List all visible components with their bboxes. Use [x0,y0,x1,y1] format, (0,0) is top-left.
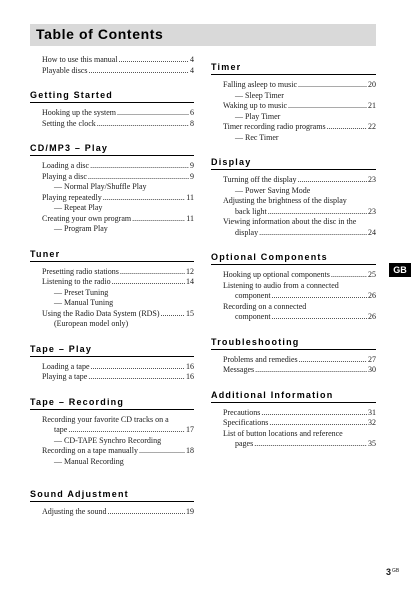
toc-entry[interactable]: Messages ..... 30 [211,365,376,376]
title-band [30,24,376,46]
toc-entry[interactable]: Loading a disc ..... 9 [30,161,194,172]
toc-subentry: — Normal Play/Shuffle Play [54,182,147,191]
toc-entry[interactable]: Hooking up optional components ..... 25 [211,270,376,281]
section-heading: Tape – Recording [30,397,194,410]
toc-entry[interactable]: Playing a disc ..... 9 [30,172,194,183]
section-optional-components [211,252,376,323]
toc-subentry: — Program Play [54,224,108,233]
toc-entry[interactable]: Timer recording radio programs ..... 22 [211,122,376,133]
toc-entry[interactable]: Problems and remedies ..... 27 [211,355,376,366]
section-tape-recording [30,397,194,468]
section-heading: Optional Components [211,252,376,265]
left-column [30,55,194,532]
toc-entry[interactable]: Playing a tape ..... 16 [30,372,194,383]
toc-subentry: — Repeat Play [54,203,103,212]
toc-entry[interactable]: Waking up to music ..... 21 [211,101,376,112]
section-cd-mp3-play [30,143,194,235]
section-tape-play [30,344,194,383]
toc-entry[interactable]: Playing repeatedly ..... 11 [30,193,194,204]
section-heading: Tape – Play [30,344,194,357]
toc-entry[interactable]: Listening to the radio ..... 14 [30,277,194,288]
toc-entry[interactable]: Recording on a tape manually ..... 18 [30,446,194,457]
toc-entry[interactable]: Viewing information about the disc in the display ..... 24 [211,217,376,238]
toc-entry[interactable]: Setting the clock ..... 8 [30,119,194,130]
toc-subentry: — Manual Recording [54,456,124,466]
section-heading: Getting Started [30,90,194,103]
section-display [211,157,376,238]
section-additional-information [211,390,376,450]
toc-entry[interactable]: Precautions ..... 31 [211,408,376,419]
section-heading: Tuner [30,249,194,262]
section-tuner [30,249,194,330]
section-heading: Additional Information [211,390,376,403]
toc-entry[interactable]: Turning off the display ..... 23 [211,175,376,186]
toc-entry[interactable]: Falling asleep to music ..... 20 [211,80,376,91]
toc-entry[interactable]: List of button locations and reference pages ..... 35 [211,429,376,450]
toc-subentry: — Play Timer [235,111,281,121]
page-number: $3^{GB}$ [386,567,400,577]
toc-entry[interactable]: Adjusting the sound ..... 19 [30,507,194,518]
section-getting-started [30,90,194,129]
toc-entry[interactable]: Hooking up the system ..... 6 [30,108,194,119]
page-title: Table of Contents [36,26,164,42]
toc-subentry: — Preset Tuning [54,287,109,297]
section-heading: Display [211,157,376,170]
toc-entry[interactable]: Recording on a connected component ..... 26 [211,302,376,323]
toc-subentry: — Manual Tuning [54,298,114,307]
toc-entry[interactable]: Adjusting the brightness of the display back light ..... 23 [211,196,376,217]
right-column [211,62,376,464]
section-heading: Troubleshooting [211,337,376,350]
toc-entry[interactable]: Specifications ..... 32 [211,418,376,429]
toc-entry[interactable]: Playable discs ..... 4 [30,66,194,77]
toc-entry[interactable]: Using the Radio Data System (RDS) ..... 15 (European model only) [30,309,194,330]
section-timer [211,62,376,143]
toc-entry[interactable]: Presetting radio stations ..... 12 [30,267,194,278]
section-heading: Timer [211,62,376,75]
toc-subentry: — CD-TAPE Synchro Recording [54,435,162,445]
toc-entry[interactable]: Creating your own program ..... 11 [30,214,194,225]
toc-subentry: — Rec Timer [235,132,279,142]
toc-subentry: — Sleep Timer [235,90,284,100]
section-sound-adjustment [30,489,194,518]
toc-entry[interactable]: Recording your favorite CD tracks on a tape ..... 17 [30,415,194,436]
toc-subentry: — Power Saving Mode [235,185,311,195]
toc-entry[interactable]: Loading a tape ..... 16 [30,362,194,373]
toc-entry[interactable]: Listening to audio from a connected component ..... 26 [211,281,376,302]
section-troubleshooting [211,337,376,376]
section-heading: Sound Adjustment [30,489,194,502]
toc-entry[interactable]: How to use this manual ..... 4 [30,55,194,66]
intro-section [30,55,194,76]
section-heading: CD/MP3 – Play [30,143,194,156]
toc-entry-continuation: (European model only) [54,319,129,328]
language-tab: GB [389,263,411,277]
